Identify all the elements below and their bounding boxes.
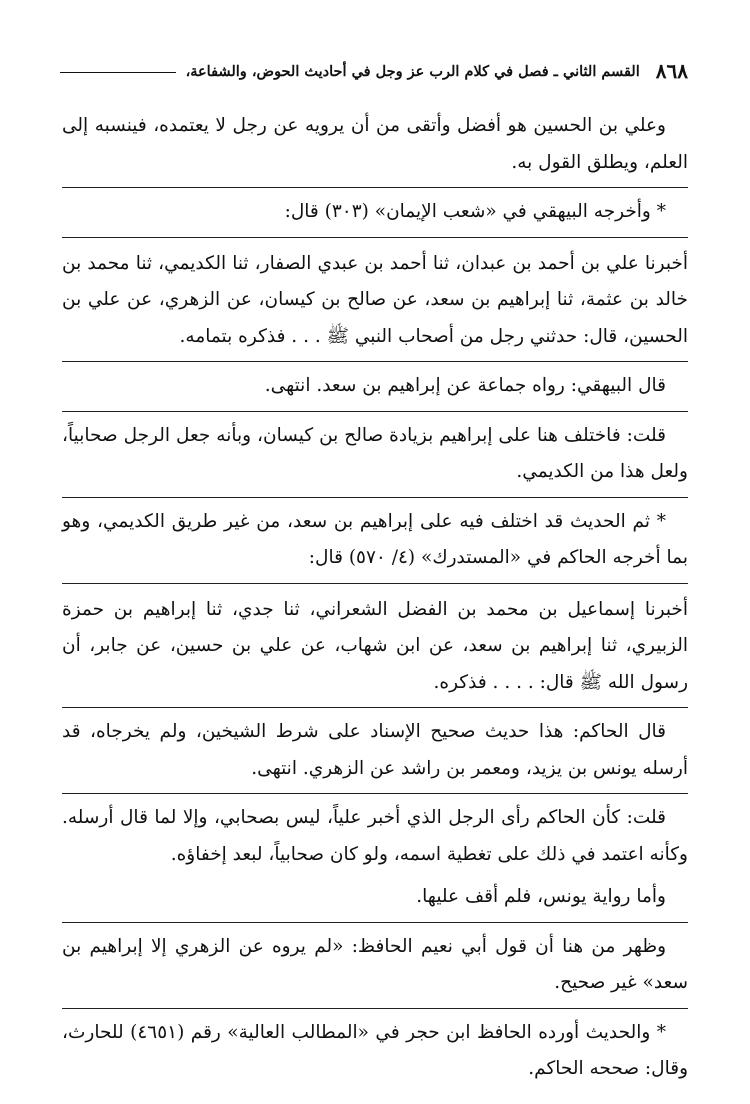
section-divider xyxy=(62,922,688,923)
hadith-chain-paragraph: أخبرنا إسماعيل بن محمد بن الفضل الشعراني، ثنا جدي، ثنا إبراهيم بن حمزة الزبيري، ثنا إبراهيم بن سعد، عن ابن شهاب، عن علي بن حسين، عن جابر، أن رسول الله ﷺ قال: . . . . فذكره. xyxy=(62,598,688,693)
paragraph: قلت: فاختلف هنا على إبراهيم بزيادة صالح بن كيسان، وبأنه جعل الرجل صحابياً، ولعل هذا من الكديمي. xyxy=(62,424,688,482)
paragraph: وأما رواية يونس، فلم أقف عليها. xyxy=(416,886,666,907)
paragraph: قلت: كأن الحاكم رأى الرجل الذي أخبر علياً، ليس بصحابي، وإلا لما قال أرسله. وكأنه اعتمد في ذلك على تغطية اسمه، ولو كان صحابياً، لبعد إخفاؤه. xyxy=(62,807,688,865)
section-divider xyxy=(62,1008,688,1009)
paragraph: * وأخرجه البيهقي في «شعب الإيمان» (٣٠٣) قال: xyxy=(284,201,666,222)
paragraph: قال الحاكم: هذا حديث صحيح الإسناد على شرط الشيخين، ولم يخرجاه، قد أرسله يونس بن يزيد، ومعمر بن راشد عن الزهري. انتهى. xyxy=(62,721,688,779)
paragraph: وعلي بن الحسين هو أفضل وأتقى من أن يرويه عن رجل لا يعتمده، فينسبه إلى العلم، ويطلق القول به. xyxy=(62,115,688,173)
paragraph: * ثم الحديث قد اختلف فيه على إبراهيم بن سعد، من غير طريق الكديمي، وهو بما أخرجه الحاكم في «المستدرك» (٤/ ٥٧٠) قال: xyxy=(62,510,688,568)
paragraph: قال البيهقي: رواه جماعة عن إبراهيم بن سعد. انتهى. xyxy=(264,375,666,396)
section-divider xyxy=(62,237,688,238)
section-divider xyxy=(62,361,688,362)
running-header xyxy=(60,56,688,86)
running-title: القسم الثاني ـ فصل في كلام الرب عز وجل في أحاديث الحوض، والشفاعة، xyxy=(185,62,640,80)
page-body xyxy=(62,108,688,1088)
section-divider xyxy=(62,497,688,498)
paragraph: وظهر من هنا أن قول أبي نعيم الحافظ: «لم يروه عن الزهري إلا إبراهيم بن سعد» غير صحيح. xyxy=(62,935,688,993)
hadith-chain-paragraph: أخبرنا علي بن أحمد بن عبدان، ثنا أحمد بن عبدي الصفار، ثنا الكديمي، ثنا محمد بن خالد بن عثمة، ثنا إبراهيم بن سعد، عن صالح بن كيسان، عن الزهري، عن علي بن الحسين، قال: حدثني رجل من أصحاب النبي ﷺ . . . فذكره بتمامه. xyxy=(62,252,688,347)
section-divider xyxy=(62,583,688,584)
section-divider xyxy=(62,411,688,412)
section-divider xyxy=(62,187,688,188)
section-divider xyxy=(62,793,688,794)
section-divider xyxy=(62,707,688,708)
page-number: ٨٦٨ xyxy=(655,59,688,83)
header-rule xyxy=(60,72,176,73)
paragraph: * والحديث أورده الحافظ ابن حجر في «المطالب العالية» رقم (٤٦٥١) للحارث، وقال: صححه الحاكم. xyxy=(62,1021,688,1079)
